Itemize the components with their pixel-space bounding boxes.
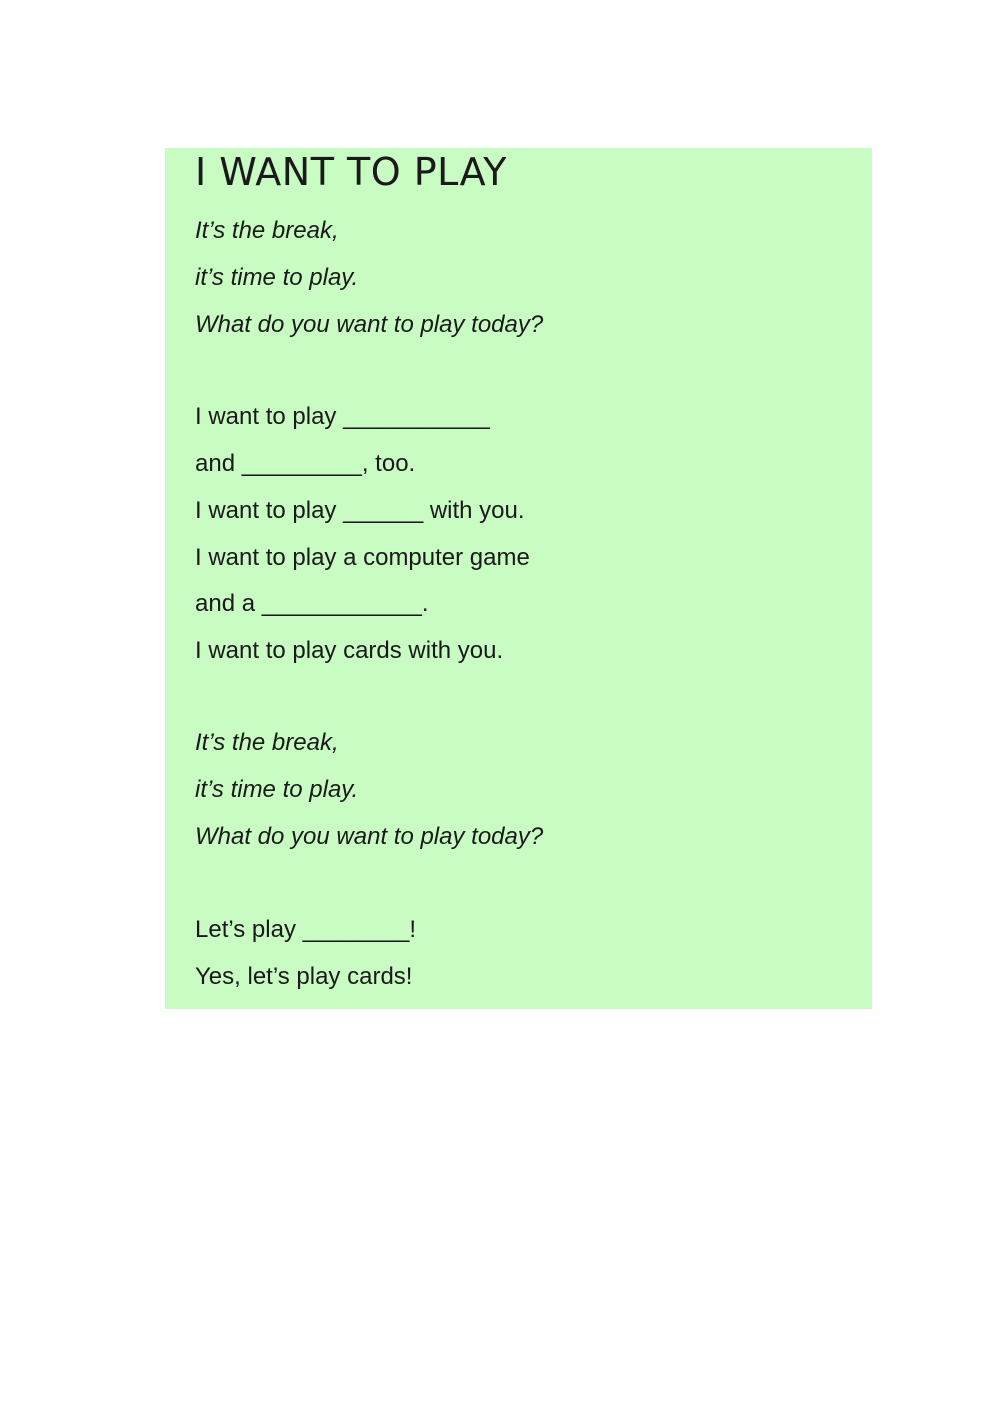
- verse-line-4: I want to play a computer game: [195, 544, 530, 571]
- ending-line-2: Yes, let’s play cards!: [195, 963, 413, 990]
- ending-line-1: Let’s play ________!: [195, 916, 417, 943]
- chorus-2-line-1: It’s the break,: [195, 729, 339, 756]
- worksheet-title: I WANT TO PLAY: [195, 150, 507, 194]
- verse-line-1: I want to play ___________: [195, 403, 490, 430]
- verse-line-6: I want to play cards with you.: [195, 637, 504, 664]
- chorus-1-line-1: It’s the break,: [195, 217, 339, 244]
- chorus-1-line-3: What do you want to play today?: [195, 311, 544, 338]
- chorus-2-line-2: it’s time to play.: [195, 776, 359, 803]
- worksheet-panel: [165, 148, 872, 1009]
- chorus-1-line-2: it’s time to play.: [195, 264, 359, 291]
- verse-line-2: and _________, too.: [195, 450, 416, 477]
- verse-line-3: I want to play ______ with you.: [195, 497, 525, 524]
- chorus-2-line-3: What do you want to play today?: [195, 823, 544, 850]
- verse-line-5: and a ____________.: [195, 590, 429, 617]
